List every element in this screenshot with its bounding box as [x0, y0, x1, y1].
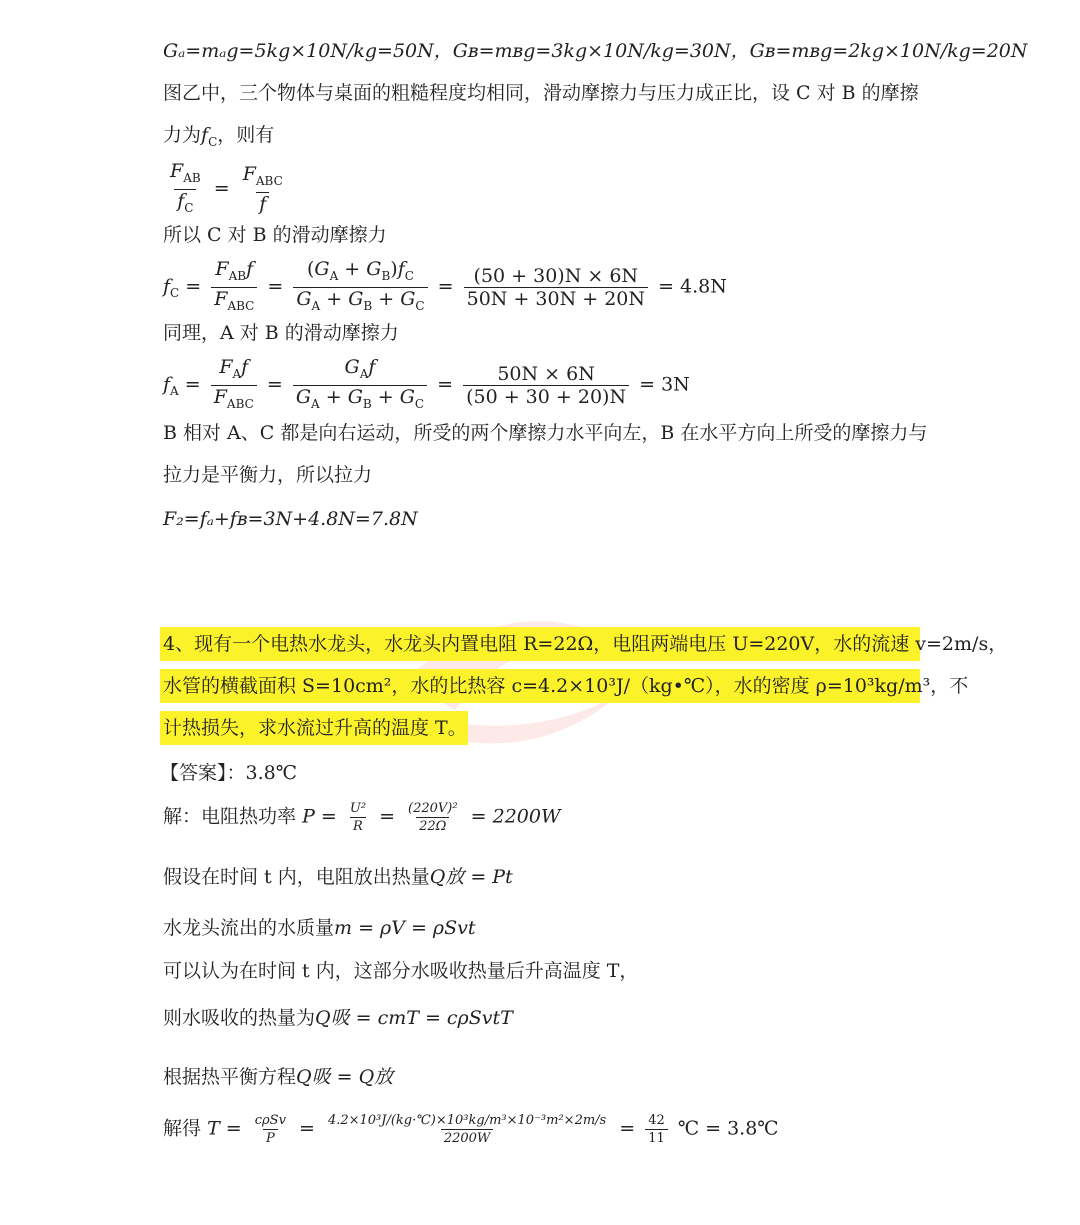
paragraph-fc-define: 力为$f_C$，则有	[163, 124, 275, 149]
result-equation: 解得 T = $\frac{\text{cρSv}}{P}$ = $\frac{\text{4.2×10³J/(kg·℃)×10³kg/m³×10⁻³m²×2m/s}}{2200W}$ = $\frac{42}{11}$ ℃ = 3.8℃	[163, 1113, 779, 1146]
paragraph-b-motion: B 相对 A、C 都是向右运动，所受的两个摩擦力水平向左，B 在水平方向上所受的摩擦力与	[163, 422, 928, 444]
power-equation: 解：电阻热功率 P = $\frac{\text{U²}}{R}$ = $\frac{\text{(220V)²}}{22\Omega}$ = 2200W	[163, 801, 561, 834]
fa-equation: $f_A$ = $\frac{F_Af}{F_{ABC}}$ = $\frac{G_Af}{G_A + G_B + G_C}$ = $\frac{50N \times 6N}{(50 + 30 + 20)N}$ = 3N	[163, 356, 690, 415]
consider-line: 可以认为在时间 t 内，这部分水吸收热量后升高温度 T，	[163, 960, 639, 982]
question-line-2: 水管的横截面积 S=10cm²，水的比热容 c=4.2×10³J/（kg•℃），水的密度 ρ=10³kg/m³，不	[163, 675, 969, 697]
heat-release-line: 假设在时间 t 内，电阻放出热量Q放 = Pt	[163, 866, 513, 888]
paragraph-balance: 拉力是平衡力，所以拉力	[163, 464, 373, 486]
question-line-3: 计热损失，求水流过升高的温度 T。	[163, 717, 467, 739]
fc-equation: $f_C$ = $\frac{F_{AB}f}{F_{ABC}}$ = $\frac{(G_A + G_B)f_C}{G_A + G_B + G_C}$ = $\frac{(50 + 30)N \times 6N}{50N + 30N + 20N}$ = 4.8N	[163, 258, 727, 317]
question-line-1: 4、现有一个电热水龙头，水龙头内置电阻 R=22Ω，电阻两端电压 U=220V，水的流速 v=2m/s，	[163, 633, 1008, 655]
gravity-line: Gₐ=mₐg=5kg×10N/kg=50N，Gʙ=mʙg=3kg×10N/kg=30N，Gʙ=mʙg=2kg×10N/kg=20N	[163, 40, 1028, 62]
mass-line: 水龙头流出的水质量m = ρV = ρSvt	[163, 917, 476, 939]
balance-line: 根据热平衡方程Q吸 = Q放	[163, 1066, 394, 1088]
f2-line: F₂=fₐ+fʙ=3N+4.8N=7.8N	[163, 508, 418, 530]
paragraph-ratio-intro: 图乙中，三个物体与桌面的粗糙程度均相同，滑动摩擦力与压力成正比，设 C 对 B 的摩擦	[163, 82, 919, 104]
absorb-line: 则水吸收的热量为Q吸 = cmT = cρSvtT	[163, 1007, 513, 1029]
ratio-equation: $\frac{F_{AB}}{f_C}$ = $\frac{F_{ABC}}{f}$	[163, 160, 290, 219]
answer-label: 【答案】：3.8℃	[160, 762, 297, 784]
same-a-on-b: 同理，A 对 B 的滑动摩擦力	[163, 322, 399, 344]
so-c-on-b: 所以 C 对 B 的滑动摩擦力	[163, 224, 387, 246]
